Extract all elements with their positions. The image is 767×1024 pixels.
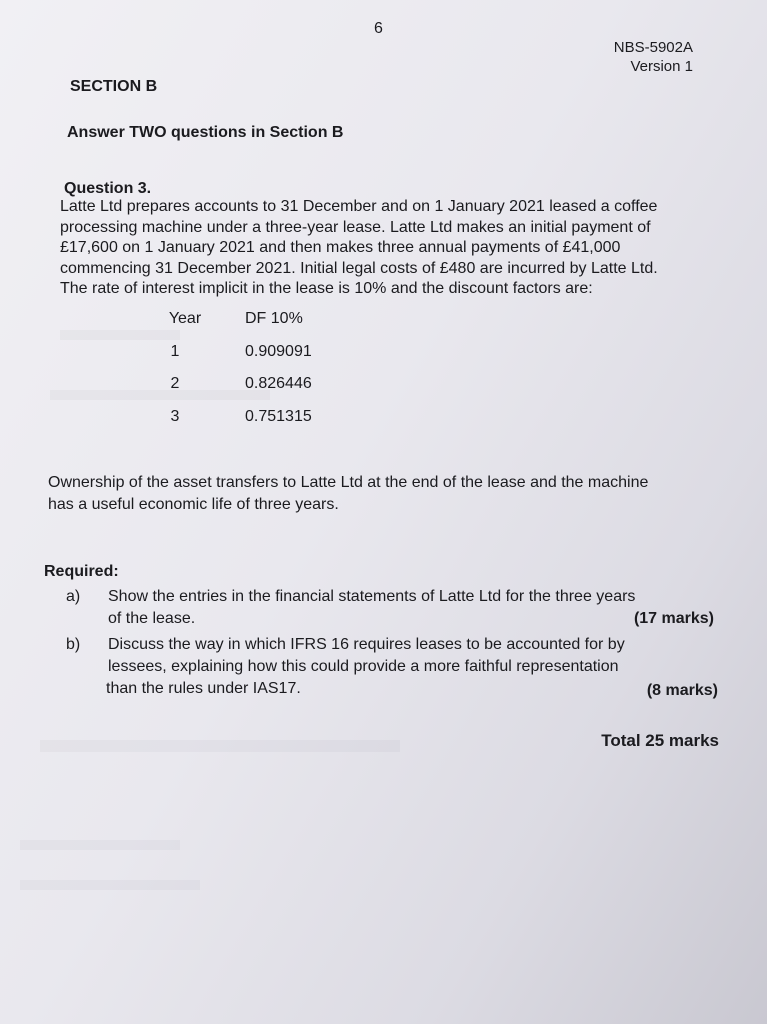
- part-b-marks: (8 marks): [646, 682, 718, 699]
- part-a-line: of the lease.: [108, 610, 196, 627]
- part-a: [66, 586, 718, 632]
- question-body-line: £17,600 on 1 January 2021 and then makes three annual payments of £41,000: [60, 239, 621, 256]
- df-cell: 0.826446: [245, 375, 312, 392]
- document-version: Version 1: [630, 58, 693, 75]
- ownership-paragraph: [48, 472, 648, 516]
- year-cell: 2: [170, 375, 180, 392]
- year-header: Year: [168, 310, 202, 327]
- part-b-line: lessees, explaining how this could provide a more faithful representation: [108, 658, 619, 675]
- part-a-line: Show the entries in the financial statements of Latte Ltd for the three years: [108, 588, 636, 605]
- question-body-line: The rate of interest implicit in the lease is 10% and the discount factors are:: [60, 280, 593, 297]
- ownership-line: has a useful economic life of three years.: [48, 496, 339, 513]
- section-instruction: Answer TWO questions in Section B: [67, 124, 344, 141]
- document-code: NBS-5902A: [613, 39, 693, 56]
- part-a-marks: (17 marks): [633, 610, 714, 627]
- ownership-line: Ownership of the asset transfers to Latte Ltd at the end of the lease and the machine: [48, 474, 649, 491]
- question-body-line: processing machine under a three-year lease. Latte Ltd makes an initial payment of: [60, 218, 651, 236]
- question-body: [60, 197, 710, 300]
- page-number: 6: [374, 20, 383, 37]
- df-cell: 0.909091: [245, 343, 312, 360]
- df-cell: 0.751315: [245, 408, 312, 425]
- section-title: SECTION B: [70, 78, 158, 95]
- df-header: DF 10%: [245, 310, 303, 327]
- question-title: Question 3.: [64, 180, 152, 197]
- part-b-line: than the rules under IAS17.: [106, 680, 301, 697]
- question-body-line: commencing 31 December 2021. Initial legal costs of £480 are incurred by Latte Ltd.: [60, 259, 658, 277]
- part-a-letter: a): [66, 588, 81, 605]
- part-b: [66, 634, 718, 702]
- part-b-line: Discuss the way in which IFRS 16 requires leases to be accounted for by: [108, 636, 625, 653]
- year-cell: 3: [170, 408, 180, 425]
- year-cell: 1: [170, 343, 180, 360]
- total-marks: Total 25 marks: [601, 731, 719, 750]
- document-code-block: [614, 38, 693, 76]
- required-heading: Required:: [44, 563, 119, 580]
- question-body-line: Latte Ltd prepares accounts to 31 December and on 1 January 2021 leased a coffee: [60, 198, 658, 215]
- part-b-letter: b): [66, 636, 81, 653]
